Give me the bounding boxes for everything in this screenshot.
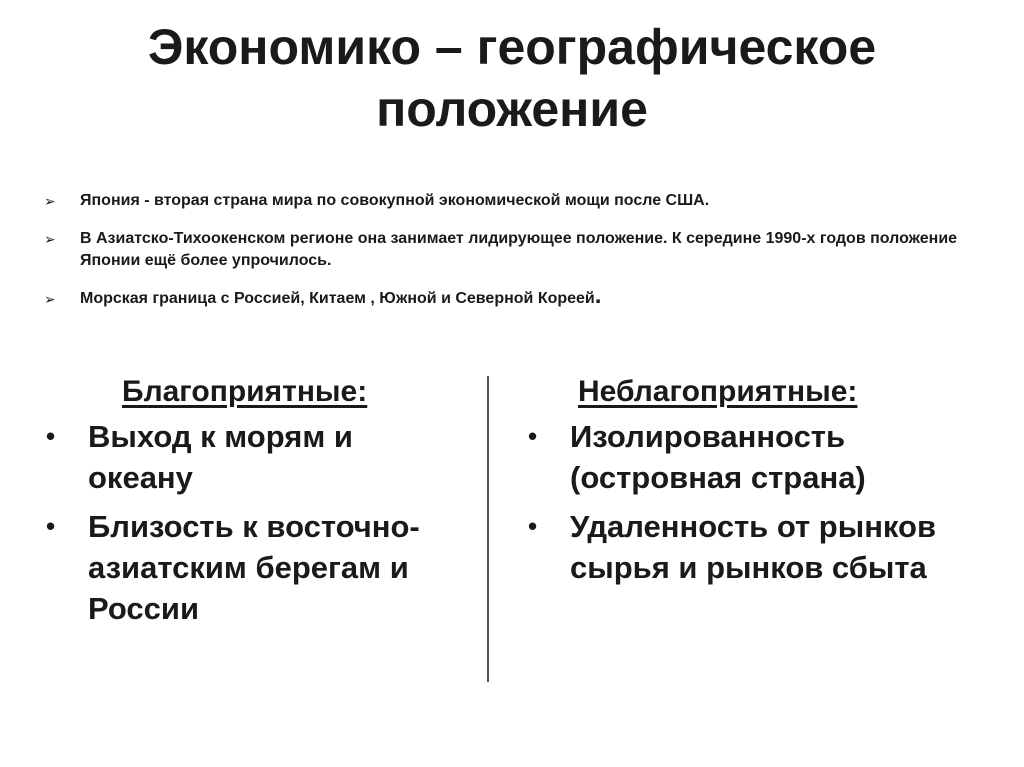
key-point-text: Морская граница с Россией, Китаем , Южной и Северной Кореей [80,290,595,307]
unfavorable-heading: Неблагоприятные: [578,375,858,408]
round-bullet-icon: • [528,511,538,541]
key-point [44,228,980,272]
unfavorable-list [522,416,982,588]
favorable-item [40,416,460,498]
arrowhead-bullet-icon: ➢ [44,291,56,307]
slide-title-line-1: Экономико – географическое [147,19,877,75]
slide-title [0,16,1024,140]
arrowhead-bullet-icon: ➢ [44,193,56,209]
favorable-item-text: Выход к морям и океану [88,419,353,495]
arrowhead-bullet-icon: ➢ [44,231,56,247]
round-bullet-icon: • [46,511,56,541]
slide-title-line-2: положение [376,81,648,137]
key-points-list [44,190,974,326]
key-point-terminator: . [594,282,602,309]
unfavorable-item-text: Удаленность от рынков сырья и рынков сбыта [570,509,937,585]
favorable-list [40,416,460,629]
favorable-item [40,506,460,629]
unfavorable-column [522,372,982,596]
key-point-text: В Азиатско-Тихоокенском регионе она занимает лидирующее положение. К середине 1990-х годов положение Японии ещё более упрочилось. [80,230,958,269]
key-point [44,282,974,310]
round-bullet-icon: • [528,421,538,451]
unfavorable-item [522,506,982,588]
favorable-heading: Благоприятные: [122,375,368,408]
round-bullet-icon: • [46,421,56,451]
column-divider [487,376,489,682]
favorable-column [40,372,460,637]
unfavorable-item-text: Изолированность (островная страна) [570,419,866,495]
key-point-text: Япония - вторая страна мира по совокупной экономической мощи после США. [80,192,710,209]
favorable-item-text: Близость к восточно-азиатским берегам и России [88,509,420,626]
unfavorable-item [522,416,982,498]
key-point [44,190,974,212]
